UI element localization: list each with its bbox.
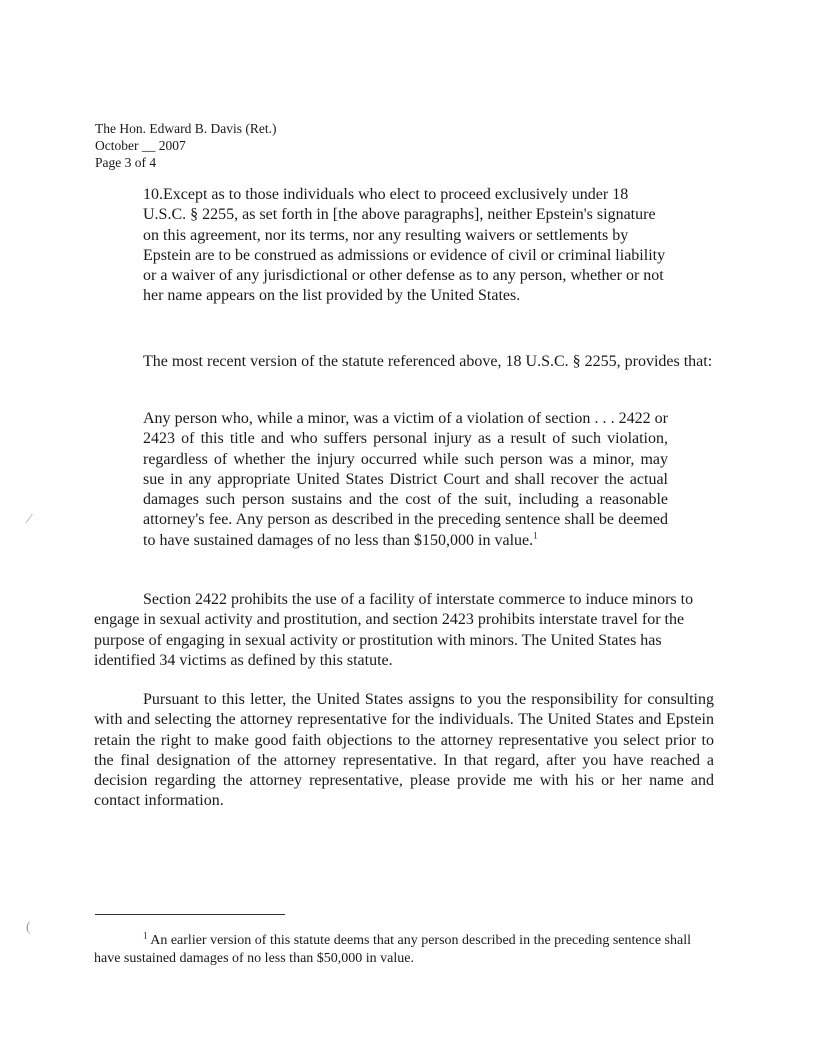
- footnote-text: An earlier version of this statute deems that any person described in the preceding sentence shall have sustained damages of no less than $50,000 in value.: [94, 933, 691, 966]
- scan-mark: (: [26, 920, 31, 935]
- footnote-reference: 1: [533, 530, 538, 541]
- scan-mark: ⁄: [28, 512, 31, 527]
- recipient-name: The Hon. Edward B. Davis (Ret.): [95, 121, 277, 136]
- statute-quote-text: Any person who, while a minor, was a victim of a violation of section . . . 2422 or 2423 of this title and who suffers personal injury as a result of such violation, regardless of whether the injury occurred while such person was a minor, may sue in any appropriate United States District Court and shall recover the actual damages such person sustains and the cost of the suit, including a reasonable attorney's fee. Any person as described in the preceding sentence shall be deemed to have sustained damages of no less than $150,000 in value.: [143, 410, 668, 549]
- statute-quote: [143, 409, 668, 551]
- letter-date: October __ 2007: [95, 138, 186, 153]
- pursuant-paragraph: Pursuant to this letter, the United States assigns to you the responsibility for consulting with and selecting the attorney representative for the individuals. The United States and Epstein retain the right to make good faith objections to the attorney representative you select prior to the final designation of the attorney representative. In that regard, after you have reached a decision regarding the attorney representative, please provide me with his or her name and contact information.: [94, 691, 714, 810]
- footnote: [94, 932, 714, 968]
- paragraph-10: 10.Except as to those individuals who elect to proceed exclusively under 18 U.S.C. § 2255, as set forth in [the above paragraphs], neither Epstein's signature on this agreement, nor its terms, nor any resulting waivers or settlements by Epstein are to be construed as admissions or evidence of civil or criminal liability or a waiver of any jurisdictional or other defense as to any person, whether or not her name appears on the list provided by the United States.: [143, 186, 666, 305]
- statute-intro-paragraph: The most recent version of the statute referenced above, 18 U.S.C. § 2255, provides that:: [143, 353, 713, 370]
- page-number: Page 3 of 4: [95, 155, 157, 170]
- footnote-divider: [95, 914, 285, 915]
- footnote-number: 1: [143, 930, 148, 941]
- letter-header: [95, 120, 276, 171]
- section-2422-paragraph: Section 2422 prohibits the use of a facility of interstate commerce to induce minors to engage in sexual activity and prostitution, and section 2423 prohibits interstate travel for the purpose of engaging in sexual activity or prostitution with minors. The United States has identified 34 victims as defined by this statute.: [94, 591, 694, 669]
